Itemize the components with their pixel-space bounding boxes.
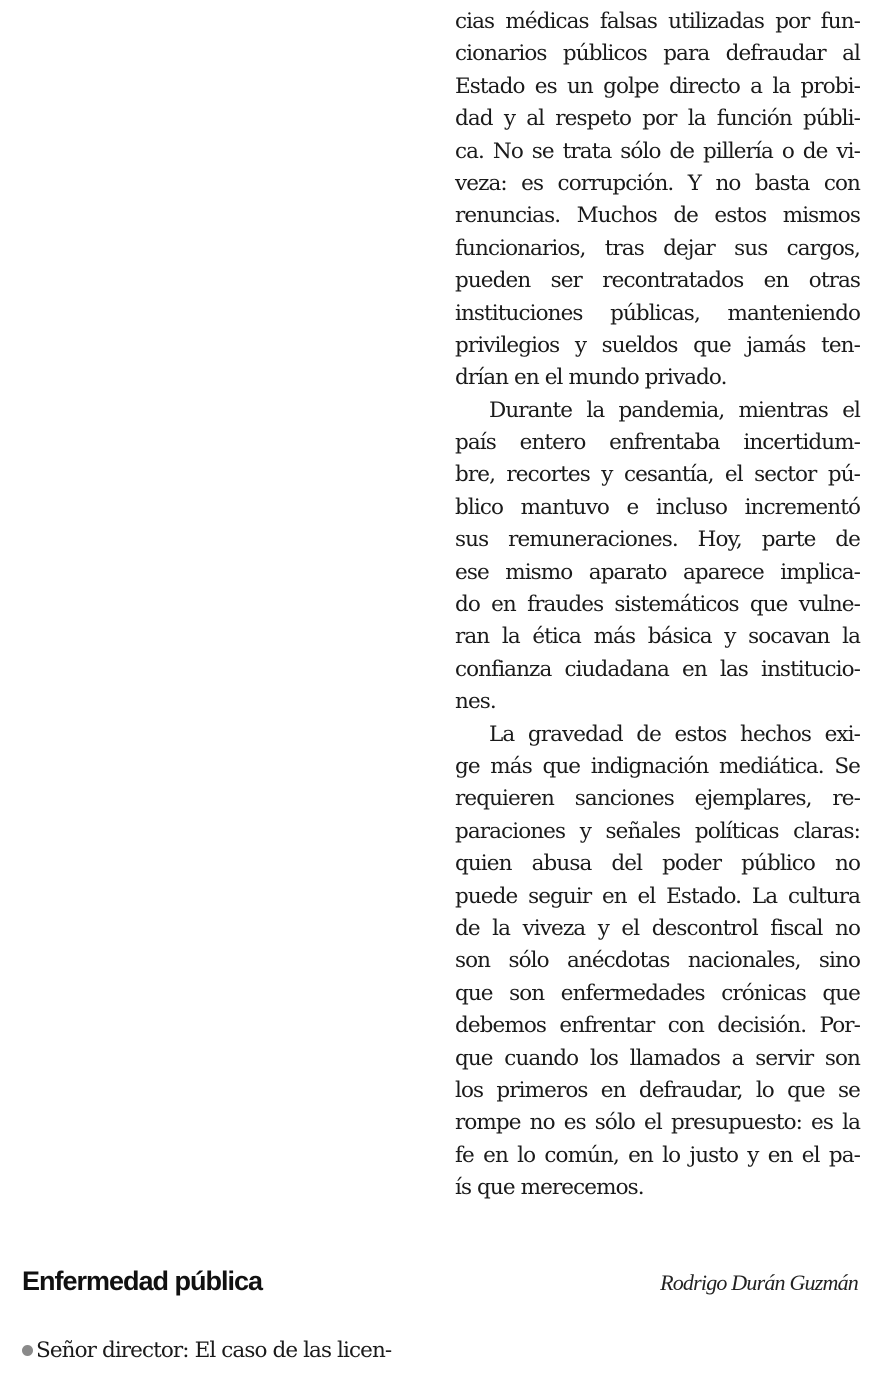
body-line: blico mantuvo e incluso incrementó [455, 494, 860, 520]
body-line: debemos enfrentar con decisión. Por- [455, 1013, 860, 1039]
body-line: confianza ciudadana en las institucio- [455, 656, 860, 682]
letter-opening-text: Señor director: El caso de las licen- [36, 1338, 392, 1363]
letter-body-column [455, 6, 860, 1204]
body-line: ese mismo aparato aparece implica- [455, 559, 860, 585]
body-line: que son enfermedades crónicas que [455, 980, 860, 1006]
body-line: ca. No se trata sólo de pillería o de vi- [455, 138, 860, 164]
body-line: do en fraudes sistemáticos que vulne- [455, 592, 860, 618]
body-line: paraciones y señales políticas claras: [455, 818, 860, 844]
body-line: ge más que indignación mediática. Se [455, 753, 860, 779]
body-line: son sólo anécdotas nacionales, sino [455, 948, 860, 974]
body-line: que cuando los llamados a servir son [455, 1045, 860, 1071]
body-line: requieren sanciones ejemplares, re- [455, 786, 860, 812]
body-line: de la viveza y el descontrol fiscal no [455, 915, 860, 941]
body-line: nes. [455, 689, 496, 715]
body-line: ís que merecemos. [455, 1175, 644, 1201]
body-line: Estado es un golpe directo a la probi- [455, 73, 860, 99]
body-line: pueden ser recontratados en otras [455, 268, 860, 294]
body-line: instituciones públicas, manteniendo [455, 300, 860, 326]
body-line: ran la ética más básica y socavan la [455, 624, 860, 650]
bullet-icon [22, 1345, 33, 1356]
body-line: rompe no es sólo el presupuesto: es la [455, 1110, 860, 1136]
body-line: quien abusa del poder público no [455, 851, 860, 877]
body-line: cionarios públicos para defraudar al [455, 41, 860, 67]
body-line: país entero enfrentaba incertidum- [455, 430, 860, 456]
body-line: los primeros en defraudar, lo que se [455, 1077, 860, 1103]
letter-opening [22, 1338, 391, 1363]
body-line-paragraph-start: Durante la pandemia, mientras el [489, 397, 860, 423]
letter-header [22, 1266, 858, 1306]
body-line: bre, recortes y cesantía, el sector pú- [455, 462, 860, 488]
body-line: cias médicas falsas utilizadas por fun- [455, 9, 860, 34]
letter-headline: Enfermedad pública [22, 1266, 263, 1296]
body-line-paragraph-start: La gravedad de estos hechos exi- [489, 721, 860, 747]
body-line: fe en lo común, en lo justo y en el pa- [455, 1142, 860, 1168]
body-line: sus remuneraciones. Hoy, parte de [455, 527, 860, 553]
letter-author: Rodrigo Durán Guzmán [660, 1270, 858, 1295]
body-line: puede seguir en el Estado. La cultura [455, 883, 860, 909]
body-line: veza: es corrupción. Y no basta con [455, 170, 860, 196]
body-line: funcionarios, tras dejar sus cargos, [455, 235, 860, 261]
body-line: privilegios y sueldos que jamás ten- [455, 332, 860, 358]
body-line: dad y al respeto por la función públi- [455, 106, 860, 132]
body-line: drían en el mundo privado. [455, 365, 727, 391]
body-line: renuncias. Muchos de estos mismos [455, 203, 860, 229]
